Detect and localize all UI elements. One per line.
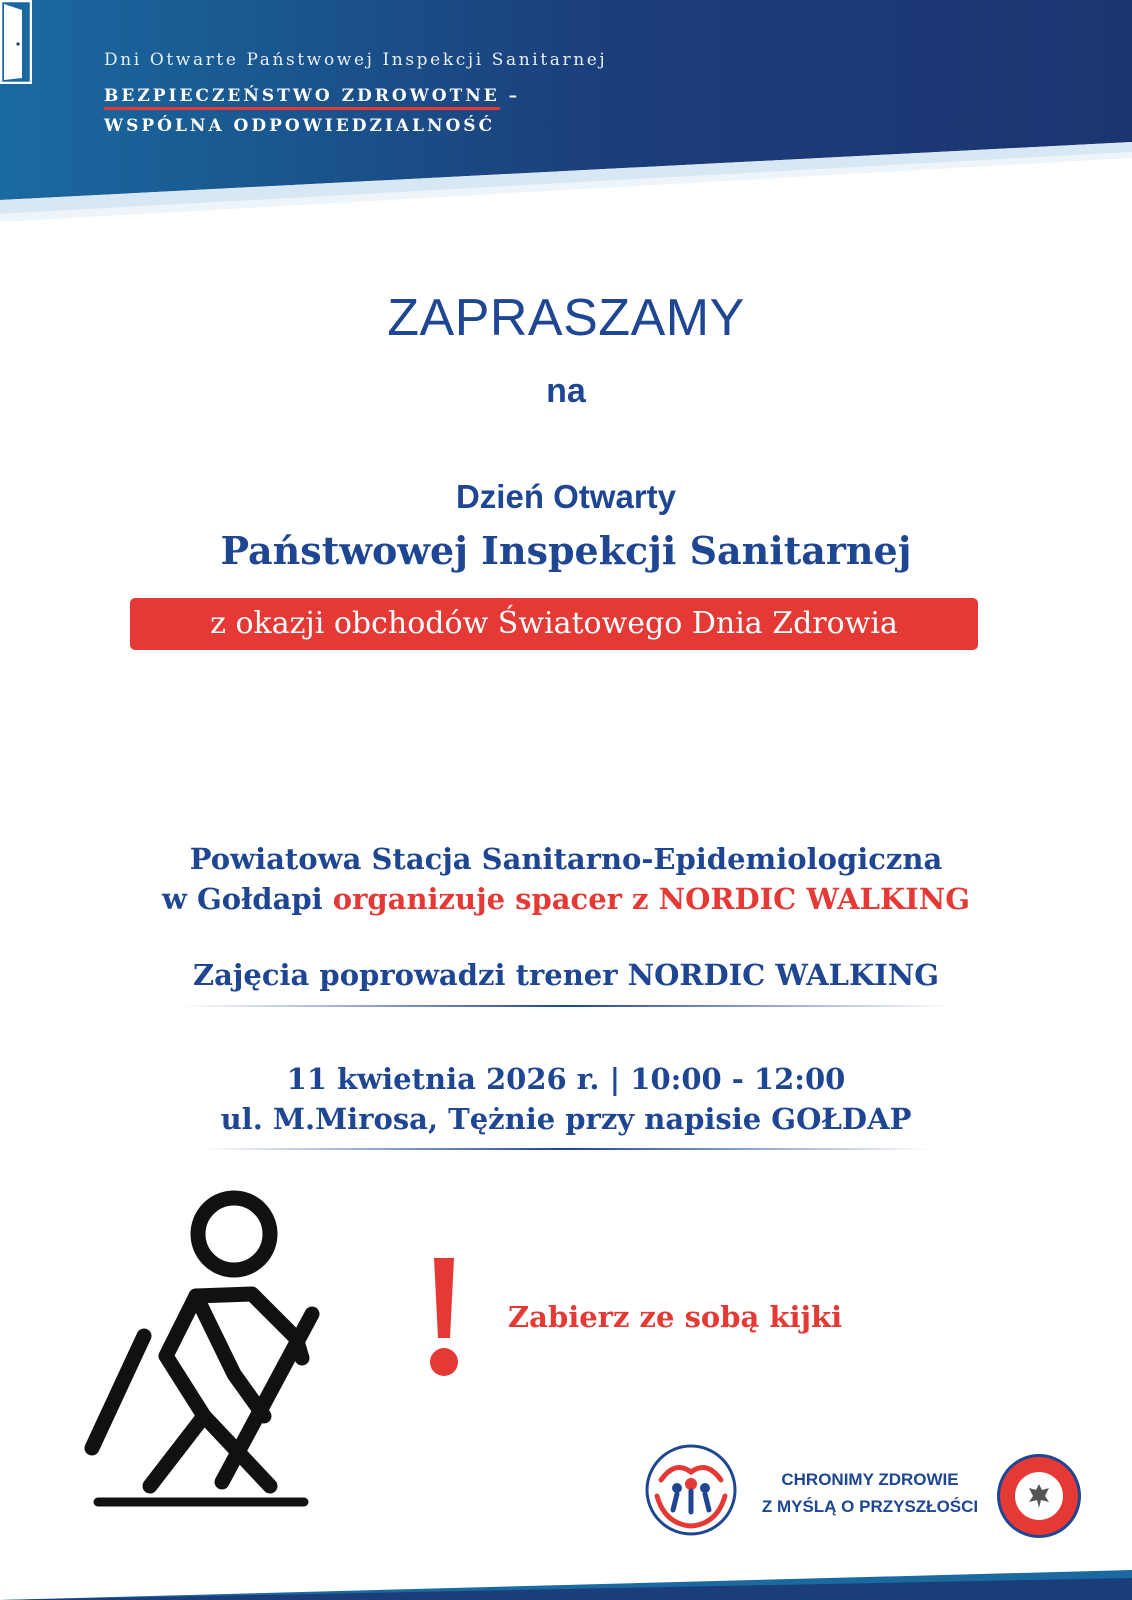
divider <box>200 1148 932 1150</box>
psse-seal-logo <box>997 1454 1081 1538</box>
exclamation-icon <box>426 1256 462 1378</box>
trainer-info: Zajęcia poprowadzi trener NORDIC WALKING <box>192 958 940 992</box>
divider <box>180 1005 952 1007</box>
event-date-time: 11 kwietnia 2026 r. | 10:00 - 12:00 <box>286 1062 846 1096</box>
occasion-banner: z okazji obchodów Światowego Dnia Zdrowia <box>130 598 978 650</box>
header-title-line2: WSPÓLNA ODPOWIEDZIALNOŚĆ <box>104 116 496 136</box>
event-place: ul. M.Mirosa, Tężnie przy napisie GOŁDAP <box>220 1102 912 1136</box>
people-circle-logo <box>645 1444 737 1536</box>
footer-band <box>0 1568 1132 1600</box>
organizer-highlight: organizuje spacer z NORDIC WALKING <box>332 882 971 916</box>
slogan-line2: Z MYŚLĄ O PRZYSZŁOŚCI <box>761 1497 979 1516</box>
header-subtitle: Dni Otwarte Państwowej Inspekcji Sanitarnej <box>104 50 608 70</box>
header-title-underlined: BEZPIECZEŃSTWO ZDROWOTNE <box>104 86 500 110</box>
eagle-icon <box>1027 1482 1051 1510</box>
header-title-line1 <box>104 86 520 106</box>
event-name-line2: Państwowej Inspekcji Sanitarnej <box>220 528 912 573</box>
slogan <box>760 1466 980 1520</box>
invite-title: ZAPRASZAMY <box>387 289 745 347</box>
header-background <box>0 0 1132 230</box>
door-icon <box>0 0 32 84</box>
invite-na: na <box>546 372 586 410</box>
organizer-line1: Powiatowa Stacja Sanitarno-Epidemiologiczna <box>189 842 943 876</box>
slogan-line1: CHRONIMY ZDROWIE <box>781 1470 959 1489</box>
bring-poles-notice: Zabierz ze sobą kijki <box>508 1300 843 1334</box>
organizer-line2 <box>0 882 1132 916</box>
header-title-dash: – <box>499 86 521 106</box>
nordic-walker-icon <box>84 1186 404 1526</box>
event-name-line1: Dzień Otwarty <box>455 478 677 515</box>
organizer-city: w Gołdapi <box>161 882 333 916</box>
header-band <box>0 0 1132 230</box>
